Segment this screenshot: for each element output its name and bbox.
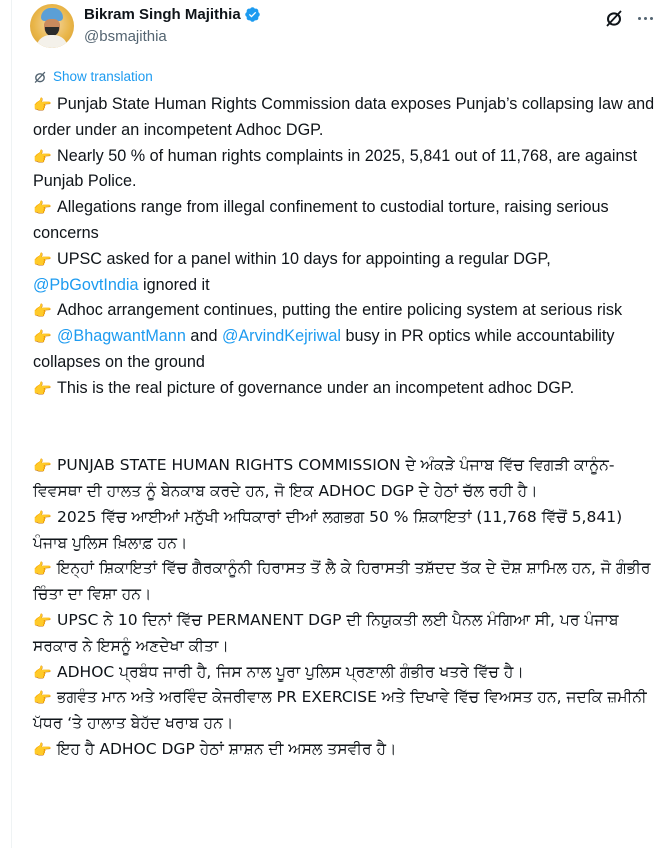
tweet-line-punjabi: 👉 ਇਹ ਹੈ ADHOC DGP ਹੇਠਾਂ ਸ਼ਾਸ਼ਨ ਦੀ ਅਸਲ ਤਸਵੀਰ ਹੈ। [33,739,397,759]
author-name-row [84,6,261,23]
tweet-line: 👉 @BhagwantMann and @ArvindKejriwal busy in PR optics while accountability collapses on the ground [33,327,615,371]
pointing-hand-icon: 👉 [33,689,52,708]
pointing-hand-icon: 👉 [33,97,52,114]
mention-link[interactable]: @BhagwantMann [57,327,186,346]
tweet-line: 👉 UPSC asked for a panel within 10 days for appointing a regular DGP, @PbGovtIndia ignored it [33,249,551,294]
translate-icon [33,70,47,84]
pointing-hand-icon: 👉 [33,329,52,347]
pointing-hand-icon: 👉 [33,740,52,759]
pointing-hand-icon: 👉 [33,251,52,269]
thread-divider-line [11,0,12,848]
pointing-hand-icon: 👉 [33,611,52,630]
tweet-line: 👉 Adhoc arrangement continues, putting the entire policing system at serious risk [33,301,623,321]
tweet-line: 👉 Punjab State Human Rights Commission data exposes Punjab’s collapsing law and order under an incompetent Adhoc DGP. [33,95,655,139]
verified-badge-icon [244,6,261,23]
tweet-line-punjabi: 👉 PUNJAB STATE HUMAN RIGHTS COMMISSION ਦੇ ਅੰਕੜੇ ਪੰਜਾਬ ਵਿੱਚ ਵਿਗੜੀ ਕਾਨੂੰਨ-ਵਿਵਸਥਾ ਦੀ ਹਾਲਤ ਨੂੰ ਬੇਨਕਾਬ ਕਰਦੇ ਹਨ, ਜੋ ਇਕ ADHOC DGP ਦੇ ਹੇਠਾਂ ਚੱਲ ਰਹੀ ਹੈ। [33,456,615,500]
pointing-hand-icon: 👉 [33,148,52,166]
show-translation-label: Show translation [53,69,153,84]
tweet-line-punjabi: 👉 ADHOC ਪ੍ਰਬੰਧ ਜਾਰੀ ਹੈ, ਜਿਸ ਨਾਲ ਪੂਰਾ ਪੁਲਿਸ ਪ੍ਰਣਾਲੀ ਗੰਭੀਰ ਖਤਰੇ ਵਿੱਚ ਹੈ। [33,662,524,682]
author-display-name[interactable]: Bikram Singh Majithia [84,6,241,23]
mention-link[interactable]: @ArvindKejriwal [221,327,341,346]
avatar[interactable] [30,4,74,48]
pointing-hand-icon: 👉 [33,663,52,682]
mention-link[interactable]: @PbGovtIndia [33,275,139,294]
more-options-icon[interactable] [634,8,656,28]
pointing-hand-icon: 👉 [33,457,52,476]
pointing-hand-icon: 👉 [33,560,52,579]
pointing-hand-icon: 👉 [33,200,52,218]
show-translation-button[interactable] [33,69,153,84]
tweet-line: 👉 This is the real picture of governance under an incompetent adhoc DGP. [33,378,575,398]
pointing-hand-icon: 👉 [33,303,52,321]
author-handle[interactable]: @bsmajithia [84,28,167,45]
tweet-line-punjabi: 👉 2025 ਵਿੱਚ ਆਈਆਂ ਮਨੁੱਖੀ ਅਧਿਕਾਰਾਂ ਦੀਆਂ ਲਗਭਗ 50 % ਸ਼ਿਕਾਇਤਾਂ (11,768 ਵਿੱਚੋਂ 5,841) ਪੰਜਾਬ ਪੁਲਿਸ ਖ਼ਿਲਾਫ਼ ਹਨ। [33,507,623,552]
tweet-line: 👉 Allegations range from illegal confinement to custodial torture, raising serious concerns [33,198,609,242]
tweet-line-punjabi: 👉 ਭਗਵੰਤ ਮਾਨ ਅਤੇ ਅਰਵਿੰਦ ਕੇਜਰੀਵਾਲ PR EXERCISE ਅਤੇ ਦਿਖਾਵੇ ਵਿੱਚ ਵਿਅਸਤ ਹਨ, ਜਦਕਿ ਜ਼ਮੀਨੀ ਪੱਧਰ ‘ਤੇ ਹਾਲਾਤ ਬੇਹੱਦ ਖਰਾਬ ਹਨ। [33,688,647,733]
tweet-line-punjabi: 👉 ਇਨ੍ਹਾਂ ਸ਼ਿਕਾਇਤਾਂ ਵਿੱਚ ਗੈਰਕਾਨੂੰਨੀ ਹਿਰਾਸਤ ਤੋਂ ਲੈ ਕੇ ਹਿਰਾਸਤੀ ਤਸ਼ੱਦਦ ਤੱਕ ਦੇ ਦੋਸ਼ ਸ਼ਾਮਿਲ ਹਨ, ਜੋ ਗੰਭੀਰ ਚਿੰਤਾ ਦਾ ਵਿਸ਼ਾ ਹਨ। [33,559,651,604]
grok-icon[interactable] [604,8,624,28]
pointing-hand-icon: 👉 [33,380,52,398]
tweet-header [30,4,660,54]
pointing-hand-icon: 👉 [33,508,52,527]
tweet-text [33,92,658,763]
tweet-line: 👉 Nearly 50 % of human rights complaints in 2025, 5,841 out of 11,768, are against Punjab Police. [33,146,638,191]
tweet-line-punjabi: 👉 UPSC ਨੇ 10 ਦਿਨਾਂ ਵਿੱਚ PERMANENT DGP ਦੀ ਨਿਯੁਕਤੀ ਲਈ ਪੈਨਲ ਮੰਗਿਆ ਸੀ, ਪਰ ਪੰਜਾਬ ਸਰਕਾਰ ਨੇ ਇਸਨੂੰ ਅਣਦੇਖਾ ਕੀਤਾ। [33,610,619,655]
